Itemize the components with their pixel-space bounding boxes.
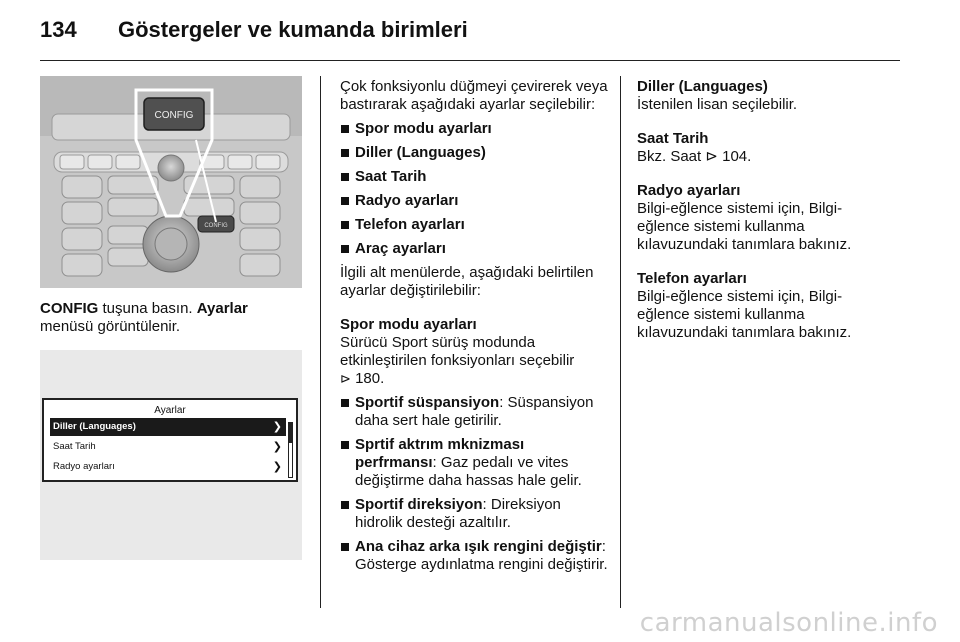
menu-scrollbar[interactable]: [288, 422, 293, 478]
caption-text-1: tuşuna basın.: [98, 300, 197, 317]
scrollbar-thumb[interactable]: [289, 423, 292, 443]
section-heading: Radyo ayarları: [637, 182, 741, 199]
section-text: Bilgi-eğlence sistemi için, Bilgi-eğlence sistemi kullanma kılavuzundaki tanımlara bakınız.: [637, 288, 852, 341]
list-item: Sportif süspansiyon: Süspansiyon daha sert hale getirilir.: [340, 394, 610, 430]
section-text: Bilgi-eğlence sistemi için, Bilgi-eğlence sistemi kullanma kılavuzundaki tanımlara bakınız.: [637, 200, 852, 253]
list-item: Telefon ayarları: [340, 216, 610, 234]
list-item: Saat Tarih: [340, 168, 610, 186]
column-divider-2: [620, 76, 621, 608]
list-item: Sportif direksiyon: Direksiyon hidrolik desteği azaltılır.: [340, 496, 610, 532]
list-item: Sprtif aktrım mknizması perfrmansı: Gaz pedalı ve vites değiştirme daha hassas hale gelir.: [340, 436, 610, 490]
small-config-button-label: CONFIG: [204, 223, 228, 229]
list-item: Ana cihaz arka ışık rengini değiştir: Gösterge aydınlatma rengini değiştirir.: [340, 538, 610, 574]
column-3: [637, 78, 892, 342]
menu-item-label: Radyo ayarları: [53, 461, 115, 472]
photo-caption: [40, 300, 310, 336]
control-panel-photo: [40, 76, 302, 288]
section-heading: Telefon ayarları: [637, 270, 747, 287]
menu-item-clock-date[interactable]: [50, 438, 286, 456]
control-panel-illustration: [40, 76, 302, 288]
page-title: Göstergeler ve kumanda birimleri: [118, 17, 468, 42]
settings-screen-figure: [40, 350, 302, 560]
menu-item-label: Saat Tarih: [53, 441, 96, 452]
list-item: Diller (Languages): [340, 144, 610, 162]
page-ref-arrow-icon: ⊳: [340, 371, 351, 386]
header-divider: [40, 60, 900, 61]
caption-config-key: CONFIG: [40, 300, 99, 317]
list-item: Spor modu ayarları: [340, 120, 610, 138]
caption-text-2: menüsü görüntülenir.: [40, 318, 181, 335]
menu-item-radio-settings[interactable]: [50, 458, 286, 476]
section-text: İstenilen lisan seçilebilir.: [637, 96, 798, 113]
list-item: Araç ayarları: [340, 240, 610, 258]
intro-text: Çok fonksiyonlu düğmeyi çevirerek veya bastırarak aşağıdaki ayarlar seçilebilir:: [340, 78, 608, 113]
settings-display: [42, 398, 298, 482]
menu-item-label: Diller (Languages): [53, 421, 136, 432]
submenu-text: İlgili alt menülerde, aşağıdaki belirtilen ayarlar değiştirilebilir:: [340, 264, 594, 299]
section-heading: Diller (Languages): [637, 78, 768, 95]
chevron-right-icon: ❯: [272, 441, 282, 453]
settings-screen-title: Ayarlar: [154, 405, 186, 416]
caption-ayarlar: Ayarlar: [196, 300, 248, 317]
config-button-label: CONFIG: [154, 110, 194, 121]
section-text: Sürücü Sport sürüş modunda etkinleştirilen fonksiyonları seçebilir ⊳ 180.: [340, 334, 575, 387]
watermark: carmanualsonline.info: [639, 608, 938, 638]
menu-item-languages[interactable]: [50, 418, 286, 436]
chevron-right-icon: ❯: [272, 461, 282, 473]
chevron-right-icon: ❯: [272, 421, 282, 433]
section-heading: Spor modu ayarları: [340, 316, 477, 333]
list-item: Radyo ayarları: [340, 192, 610, 210]
section-text: Bkz. Saat ⊳ 104.: [637, 148, 752, 165]
page-header: [40, 12, 468, 48]
page-number: 134: [40, 17, 77, 42]
section-heading: Saat Tarih: [637, 130, 709, 147]
column-divider-1: [320, 76, 321, 608]
column-2: [340, 78, 610, 574]
